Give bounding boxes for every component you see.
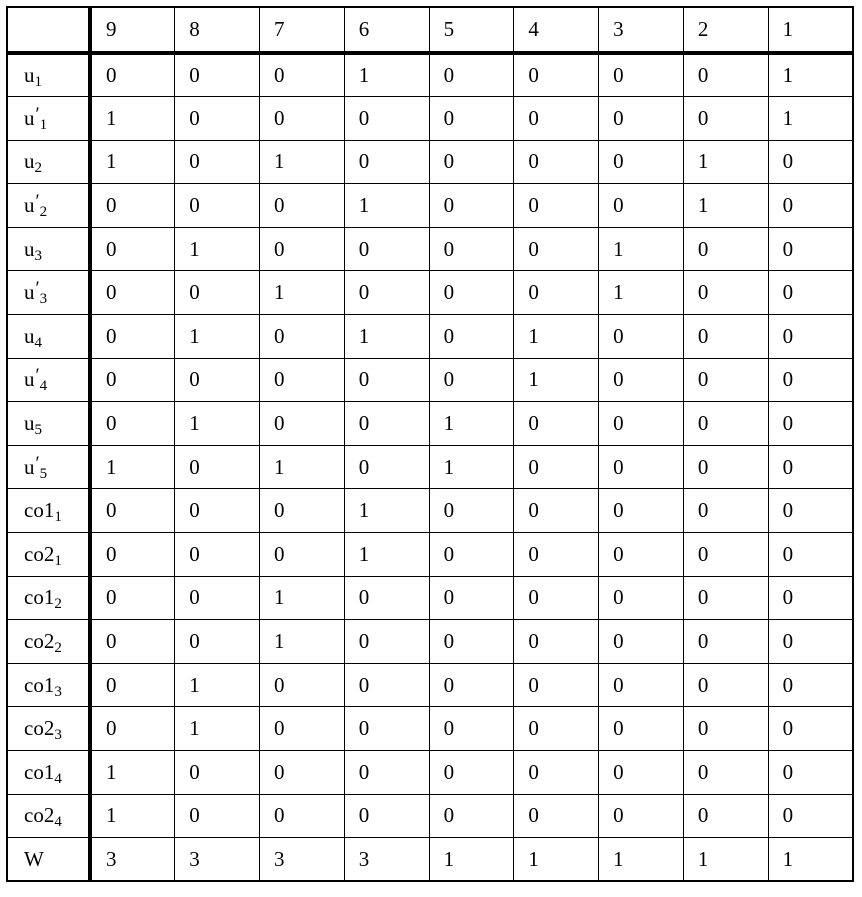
bit-cell: 0	[683, 663, 768, 707]
row-label	[7, 620, 90, 664]
bit-cell: 0	[683, 402, 768, 446]
bit-cell: 0	[344, 620, 429, 664]
row-label	[7, 576, 90, 620]
bit-cell: 0	[599, 140, 684, 184]
bit-cell: 1	[90, 794, 175, 838]
table-row	[7, 271, 853, 315]
row-label-base: co1	[24, 585, 55, 610]
row-label-base: co2	[24, 629, 55, 654]
bit-cell: 0	[599, 794, 684, 838]
bit-cell: 0	[429, 227, 514, 271]
header-cell: 3	[599, 7, 684, 53]
bit-cell: 0	[683, 620, 768, 664]
bit-cell: 0	[90, 576, 175, 620]
total-cell: 1	[683, 838, 768, 882]
bit-cell: 0	[429, 184, 514, 228]
bit-cell: 0	[514, 402, 599, 446]
row-label	[7, 707, 90, 751]
total-cell: 3	[175, 838, 260, 882]
total-cell: 3	[260, 838, 345, 882]
bit-cell: 0	[175, 140, 260, 184]
total-cell: 1	[514, 838, 599, 882]
bit-cell: 0	[599, 402, 684, 446]
bit-cell: 0	[768, 315, 853, 359]
table-row	[7, 620, 853, 664]
bit-cell: 0	[175, 794, 260, 838]
row-label	[7, 533, 90, 577]
bit-cell: 0	[514, 663, 599, 707]
bit-cell: 0	[260, 97, 345, 141]
bit-cell: 0	[768, 140, 853, 184]
bit-cell: 0	[175, 358, 260, 402]
bit-cell: 0	[90, 271, 175, 315]
bit-cell: 0	[768, 402, 853, 446]
row-label-subscript: 1	[39, 116, 48, 133]
bit-cell: 0	[683, 794, 768, 838]
bit-cell: 0	[260, 794, 345, 838]
header-cell: 1	[768, 7, 853, 53]
total-cell: 1	[429, 838, 514, 882]
bit-cell: 0	[768, 227, 853, 271]
bit-cell: 0	[175, 184, 260, 228]
row-label-base: co1	[24, 672, 55, 697]
bit-cell: 0	[514, 707, 599, 751]
bit-cell: 0	[260, 315, 345, 359]
bit-cell: 1	[260, 271, 345, 315]
bit-cell: 0	[175, 533, 260, 577]
bit-cell: 0	[260, 707, 345, 751]
bit-cell: 0	[344, 751, 429, 795]
bit-cell: 0	[260, 53, 345, 97]
bit-cell: 0	[514, 445, 599, 489]
bit-cell: 0	[90, 402, 175, 446]
bit-cell: 0	[514, 794, 599, 838]
row-label	[7, 53, 90, 97]
bit-cell: 0	[683, 97, 768, 141]
total-row	[7, 838, 853, 882]
row-label-base: u	[24, 149, 35, 174]
table-row	[7, 97, 853, 141]
table-row	[7, 489, 853, 533]
bit-cell: 0	[429, 663, 514, 707]
header-cell: 7	[260, 7, 345, 53]
bit-cell: 0	[683, 445, 768, 489]
bit-cell: 0	[260, 533, 345, 577]
row-label-subscript: 2	[34, 160, 42, 177]
table-row	[7, 140, 853, 184]
row-label	[7, 227, 90, 271]
row-label	[7, 445, 90, 489]
total-cell: 3	[90, 838, 175, 882]
row-label-subscript: 4	[39, 378, 48, 395]
bit-cell: 0	[599, 445, 684, 489]
bit-cell: 0	[90, 315, 175, 359]
bit-cell: 1	[90, 97, 175, 141]
row-label	[7, 271, 90, 315]
table-row	[7, 445, 853, 489]
bit-cell: 0	[429, 140, 514, 184]
bit-cell: 0	[175, 489, 260, 533]
bit-cell: 1	[599, 271, 684, 315]
row-label-base: u	[24, 280, 35, 305]
row-label-base: co1	[24, 498, 55, 523]
bit-cell: 0	[429, 576, 514, 620]
bit-cell: 0	[683, 315, 768, 359]
bit-cell: 1	[175, 315, 260, 359]
row-label-base: co2	[24, 541, 55, 566]
bit-cell: 0	[175, 53, 260, 97]
table-row	[7, 184, 853, 228]
bit-cell: 0	[90, 489, 175, 533]
table-row	[7, 402, 853, 446]
bit-cell: 1	[344, 533, 429, 577]
bit-cell: 1	[175, 402, 260, 446]
row-label-subscript: 1	[54, 552, 62, 569]
row-label	[7, 751, 90, 795]
bit-cell: 0	[344, 707, 429, 751]
bit-cell: 0	[175, 445, 260, 489]
table-row	[7, 707, 853, 751]
bit-cell: 1	[344, 315, 429, 359]
bit-cell: 1	[175, 663, 260, 707]
row-label-subscript: 4	[54, 770, 62, 787]
bit-cell: 0	[514, 227, 599, 271]
bit-cell: 0	[514, 533, 599, 577]
bit-cell: 0	[768, 576, 853, 620]
bit-cell: 0	[683, 227, 768, 271]
header-row	[7, 7, 853, 53]
row-label	[7, 315, 90, 359]
bit-cell: 1	[90, 140, 175, 184]
header-cell: 8	[175, 7, 260, 53]
bit-cell: 0	[599, 533, 684, 577]
bit-cell: 1	[344, 184, 429, 228]
table-row	[7, 663, 853, 707]
row-label-base: u	[24, 236, 35, 261]
header-cell: 9	[90, 7, 175, 53]
bit-cell: 0	[429, 53, 514, 97]
table-row	[7, 227, 853, 271]
bit-cell: 0	[90, 227, 175, 271]
bit-cell: 0	[344, 663, 429, 707]
table-row	[7, 751, 853, 795]
row-label-base: u	[24, 193, 35, 218]
row-label-base: u	[24, 411, 35, 436]
total-cell: 1	[768, 838, 853, 882]
bit-cell: 0	[260, 751, 345, 795]
bit-cell: 0	[429, 271, 514, 315]
bit-cell: 0	[344, 402, 429, 446]
bit-cell: 1	[429, 445, 514, 489]
bit-cell: 0	[768, 358, 853, 402]
bit-cell: 0	[683, 271, 768, 315]
bit-cell: 0	[260, 358, 345, 402]
row-label-base: co2	[24, 716, 55, 741]
bit-cell: 0	[90, 663, 175, 707]
bit-cell: 1	[344, 489, 429, 533]
bit-cell: 0	[514, 576, 599, 620]
row-label-base: u	[24, 63, 35, 88]
bit-cell: 0	[344, 97, 429, 141]
bit-cell: 0	[344, 140, 429, 184]
bit-cell: 1	[429, 402, 514, 446]
bit-cell: 1	[683, 184, 768, 228]
row-label	[7, 663, 90, 707]
bit-cell: 0	[90, 620, 175, 664]
bit-cell: 0	[260, 663, 345, 707]
bit-cell: 1	[175, 707, 260, 751]
bit-cell: 0	[768, 751, 853, 795]
bit-cell: 1	[768, 97, 853, 141]
bit-cell: 1	[260, 576, 345, 620]
bit-cell: 0	[344, 576, 429, 620]
bit-cell: 0	[90, 533, 175, 577]
bit-cell: 0	[599, 53, 684, 97]
row-label-subscript: 4	[54, 814, 62, 831]
bit-cell: 0	[599, 707, 684, 751]
row-label-subscript: 2	[54, 640, 62, 657]
bit-cell: 0	[514, 184, 599, 228]
bit-cell: 0	[260, 227, 345, 271]
bit-cell: 0	[260, 489, 345, 533]
bit-cell: 0	[683, 53, 768, 97]
bit-cell: 0	[429, 97, 514, 141]
bit-cell: 0	[768, 663, 853, 707]
row-label-prime: ′	[35, 191, 40, 213]
row-label-subscript: 4	[34, 334, 42, 351]
row-label-base: co2	[24, 803, 55, 828]
bit-cell: 0	[90, 184, 175, 228]
row-label-subscript: 5	[34, 422, 42, 439]
row-label	[7, 97, 90, 141]
bit-cell: 0	[344, 358, 429, 402]
row-label-prime: ′	[35, 103, 40, 125]
bit-cell: 0	[514, 271, 599, 315]
bit-cell: 1	[175, 227, 260, 271]
bit-cell: 0	[599, 663, 684, 707]
bit-cell: 0	[599, 751, 684, 795]
bit-cell: 0	[90, 53, 175, 97]
bit-cell: 1	[260, 620, 345, 664]
bit-cell: 0	[344, 271, 429, 315]
row-label-base: u	[24, 105, 35, 130]
row-label-subscript: 3	[54, 683, 62, 700]
bit-cell: 0	[768, 489, 853, 533]
row-label-subscript: 1	[54, 509, 62, 526]
bit-cell: 0	[429, 358, 514, 402]
bit-cell: 0	[175, 576, 260, 620]
bit-matrix-table	[6, 6, 854, 882]
row-label-prime: ′	[35, 278, 40, 300]
bit-cell: 0	[260, 184, 345, 228]
bit-cell: 1	[90, 751, 175, 795]
row-label-prime: ′	[35, 452, 40, 474]
bit-cell: 0	[344, 227, 429, 271]
bit-cell: 0	[429, 620, 514, 664]
row-label-subscript: 3	[54, 727, 62, 744]
bit-cell: 1	[344, 53, 429, 97]
row-label	[7, 402, 90, 446]
bit-cell: 0	[175, 97, 260, 141]
bit-cell: 0	[599, 576, 684, 620]
bit-cell: 0	[175, 271, 260, 315]
table-row	[7, 358, 853, 402]
bit-cell: 0	[429, 751, 514, 795]
bit-cell: 0	[514, 97, 599, 141]
bit-cell: 0	[768, 707, 853, 751]
row-label-subscript: 5	[39, 465, 48, 482]
bit-cell: 0	[599, 184, 684, 228]
total-cell: 3	[344, 838, 429, 882]
row-label-base: co1	[24, 759, 55, 784]
header-cell: 2	[683, 7, 768, 53]
row-label	[7, 794, 90, 838]
bit-cell: 0	[768, 445, 853, 489]
bit-cell: 1	[90, 445, 175, 489]
row-label	[7, 184, 90, 228]
bit-cell: 0	[260, 402, 345, 446]
bit-cell: 0	[429, 489, 514, 533]
total-label: W	[7, 838, 90, 882]
row-label-base: u	[24, 367, 35, 392]
table-row	[7, 315, 853, 359]
row-label-subscript: 1	[34, 74, 42, 91]
row-label-subscript: 2	[39, 204, 48, 221]
bit-cell: 0	[683, 533, 768, 577]
bit-cell: 0	[90, 707, 175, 751]
row-label-subscript: 3	[34, 247, 42, 264]
header-cell: 6	[344, 7, 429, 53]
bit-cell: 0	[683, 358, 768, 402]
bit-cell: 0	[768, 184, 853, 228]
row-label	[7, 140, 90, 184]
bit-cell: 0	[683, 576, 768, 620]
bit-cell: 1	[260, 445, 345, 489]
row-label-prime: ′	[35, 365, 40, 387]
bit-cell: 1	[514, 358, 599, 402]
header-cell: 5	[429, 7, 514, 53]
row-label	[7, 489, 90, 533]
bit-cell: 0	[683, 489, 768, 533]
bit-cell: 0	[599, 358, 684, 402]
bit-cell: 0	[175, 751, 260, 795]
bit-cell: 0	[344, 794, 429, 838]
bit-cell: 0	[599, 489, 684, 533]
header-cell	[7, 7, 90, 53]
bit-cell: 0	[683, 751, 768, 795]
bit-cell: 0	[429, 794, 514, 838]
bit-cell: 0	[514, 140, 599, 184]
bit-cell: 0	[344, 445, 429, 489]
bit-cell: 1	[768, 53, 853, 97]
bit-cell: 1	[599, 227, 684, 271]
row-label	[7, 358, 90, 402]
bit-cell: 0	[683, 707, 768, 751]
bit-cell: 0	[768, 271, 853, 315]
bit-cell: 0	[514, 489, 599, 533]
table-row	[7, 53, 853, 97]
bit-cell: 0	[90, 358, 175, 402]
bit-cell: 0	[514, 620, 599, 664]
bit-cell: 1	[514, 315, 599, 359]
bit-cell: 0	[768, 533, 853, 577]
table-row	[7, 794, 853, 838]
bit-cell: 0	[768, 794, 853, 838]
header-cell: 4	[514, 7, 599, 53]
bit-cell: 0	[599, 97, 684, 141]
bit-cell: 0	[514, 751, 599, 795]
row-label-base: u	[24, 323, 35, 348]
bit-cell: 0	[599, 315, 684, 359]
bit-cell: 0	[175, 620, 260, 664]
bit-cell: 1	[260, 140, 345, 184]
table-row	[7, 533, 853, 577]
bit-cell: 0	[599, 620, 684, 664]
bit-cell: 0	[768, 620, 853, 664]
bit-cell: 0	[429, 707, 514, 751]
row-label-subscript: 3	[39, 291, 48, 308]
bit-cell: 0	[429, 533, 514, 577]
bit-cell: 1	[683, 140, 768, 184]
bit-cell: 0	[429, 315, 514, 359]
table-body	[7, 7, 853, 881]
row-label-subscript: 2	[54, 596, 62, 613]
row-label-base: u	[24, 454, 35, 479]
bit-cell: 0	[514, 53, 599, 97]
total-cell: 1	[599, 838, 684, 882]
table-row	[7, 576, 853, 620]
